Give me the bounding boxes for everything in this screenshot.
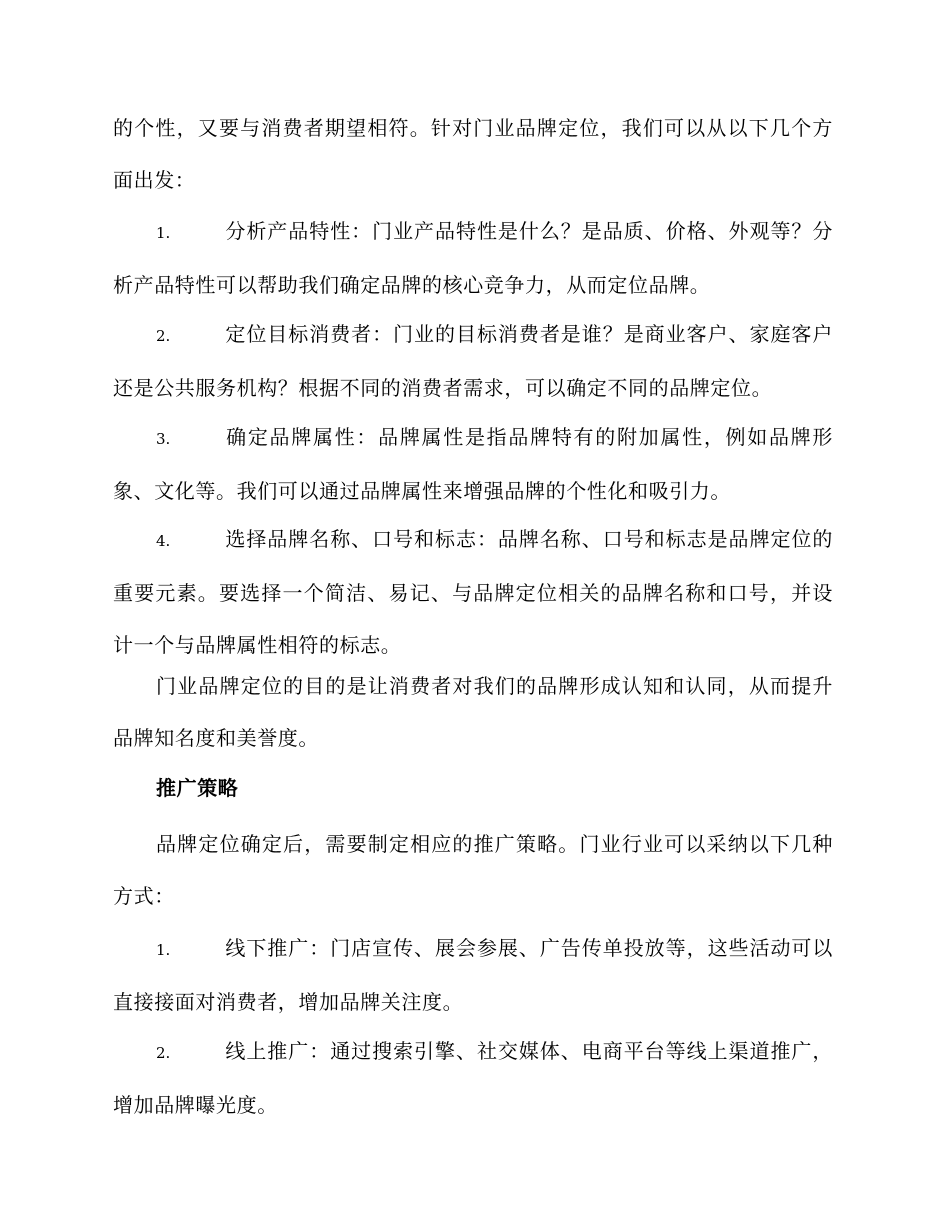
positioning-conclusion: 门业品牌定位的目的是让消费者对我们的品牌形成认知和认同，从而提升品牌知名度和美誉度。 — [113, 674, 833, 750]
item-text: 分析产品特性：门业产品特性是什么？是品质、价格、外观等？分析产品特性可以帮助我们确定品牌的核心竞争力，从而定位品牌。 — [113, 219, 833, 297]
promotion-heading: 推广策略 — [156, 776, 239, 800]
promotion-intro: 品牌定位确定后，需要制定相应的推广策略。门业行业可以采纳以下几种方式： — [113, 832, 833, 908]
item-text: 定位目标消费者：门业的目标消费者是谁？是商业客户、家庭客户还是公共服务机构？根据不同的消费者需求，可以确定不同的品牌定位。 — [113, 322, 833, 400]
positioning-item-1 — [113, 205, 833, 311]
item-text: 线上推广：通过搜索引擎、社交媒体、电商平台等线上渠道推广，增加品牌曝光度。 — [113, 1039, 833, 1117]
item-number: 1. — [156, 941, 171, 959]
item-number: 3. — [156, 430, 171, 448]
item-text: 确定品牌属性：品牌属性是指品牌特有的附加属性，例如品牌形象、文化等。我们可以通过品牌属性来增强品牌的个性化和吸引力。 — [113, 425, 833, 503]
promotion-item-1 — [113, 922, 833, 1028]
positioning-item-3 — [113, 411, 833, 517]
item-number: 1. — [156, 224, 171, 242]
item-text: 选择品牌名称、口号和标志：品牌名称、口号和标志是品牌定位的重要元素。要选择一个简洁、易记、与品牌定位相关的品牌名称和口号，并设计一个与品牌属性相符的标志。 — [113, 527, 833, 657]
item-number: 2. — [156, 1044, 171, 1062]
item-text: 线下推广：门店宣传、展会参展、广告传单投放等，这些活动可以直接接面对消费者，增加品牌关注度。 — [113, 936, 833, 1014]
intro-paragraph: 的个性，又要与消费者期望相符。针对门业品牌定位，我们可以从以下几个方面出发： — [113, 116, 833, 192]
positioning-item-4 — [113, 513, 833, 671]
promotion-item-2 — [113, 1025, 833, 1131]
item-number: 4. — [156, 532, 171, 550]
item-number: 2. — [156, 327, 171, 345]
positioning-item-2 — [113, 308, 833, 414]
